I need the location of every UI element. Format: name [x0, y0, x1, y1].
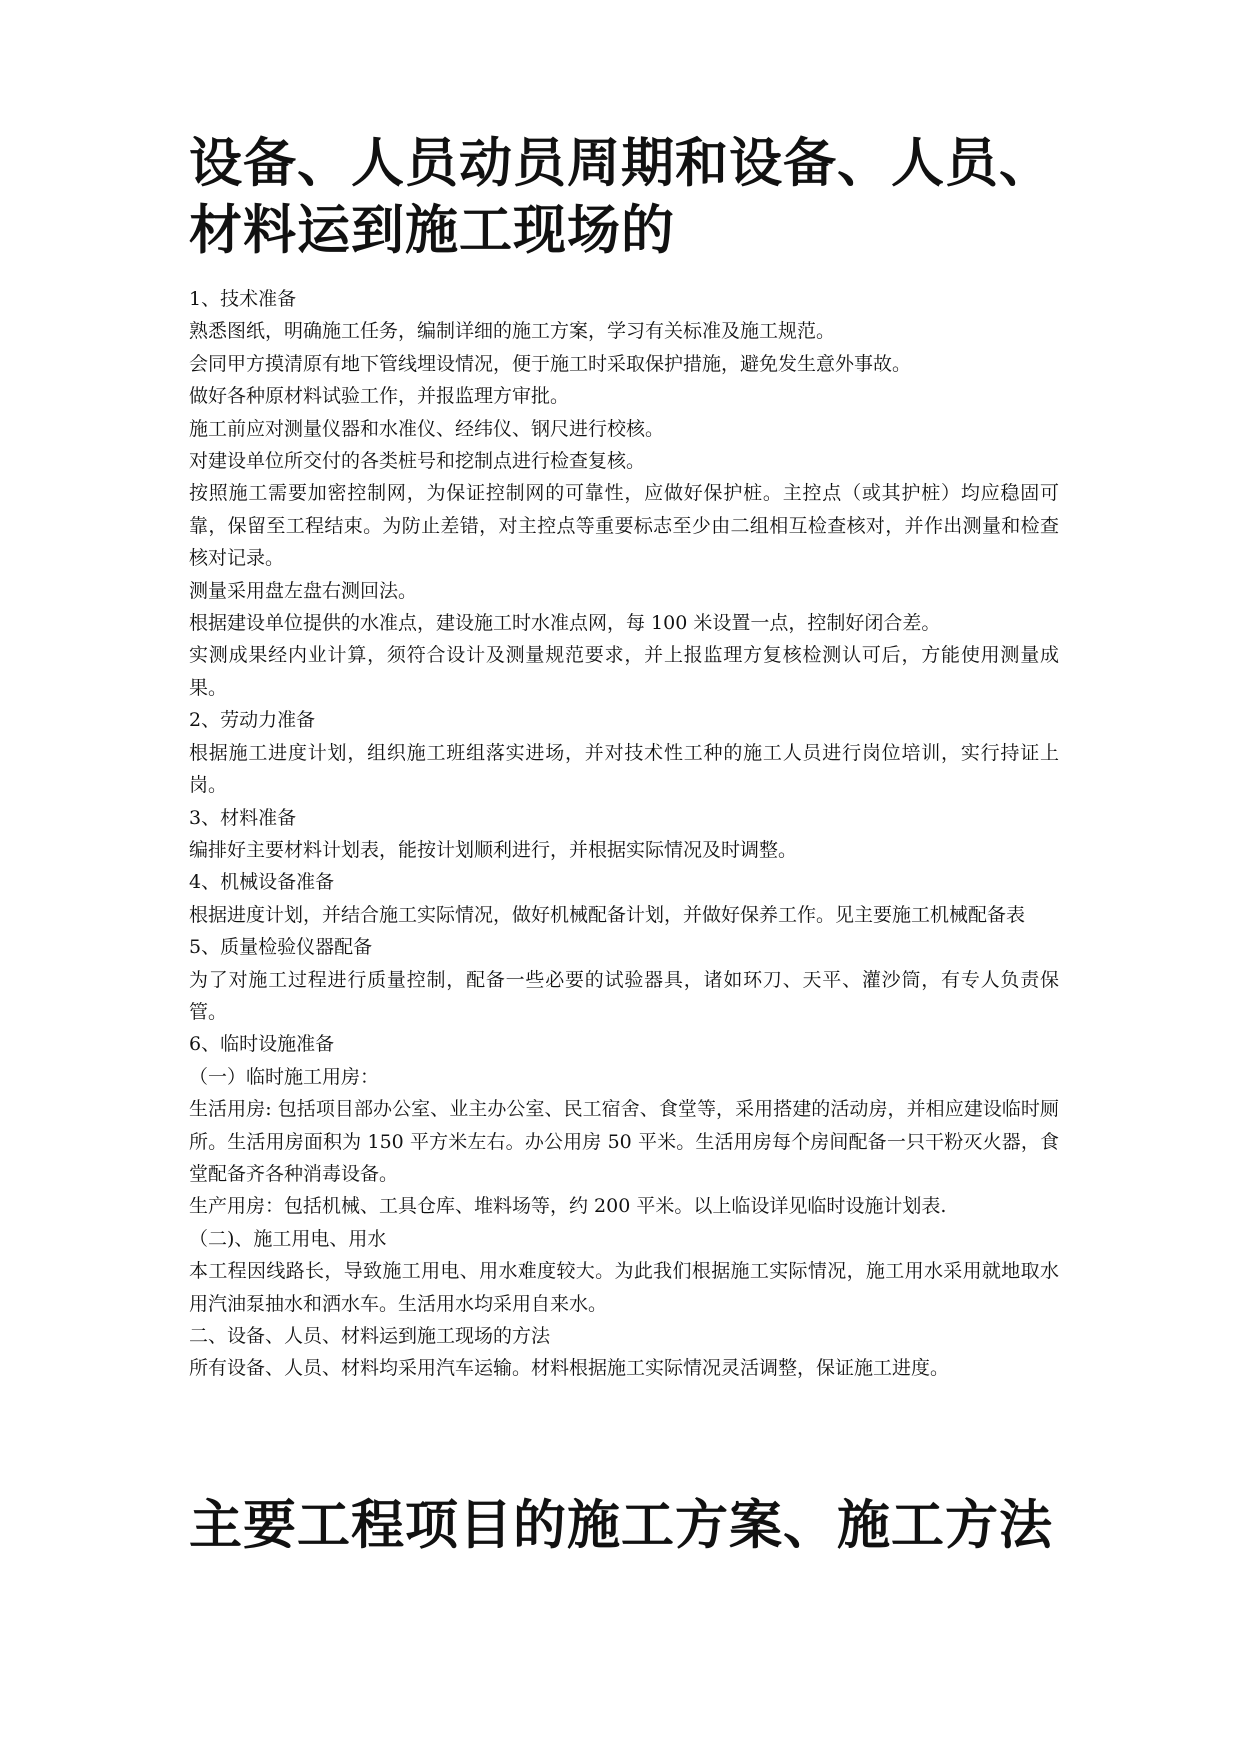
paragraph: 熟悉图纸，明确施工任务，编制详细的施工方案，学习有关标准及施工规范。 — [189, 320, 836, 343]
heading-technical-preparation: 1、技术准备 — [189, 288, 297, 310]
paragraph: 本工程因线路长，导致施工用电、用水难度较大。为此我们根据施工实际情况，施工用水采用就地取水用汽油泵抽水和洒水车。生活用水均采用自来水。 — [189, 1260, 1059, 1315]
paragraph: 根据进度计划，并结合施工实际情况，做好机械配备计划，并做好保养工作。见主要施工机械配备表 — [189, 903, 1026, 926]
paragraph: 编排好主要材料计划表，能按计划顺利进行，并根据实际情况及时调整。 — [189, 838, 798, 861]
paragraph: 测量采用盘左盘右测回法。 — [189, 579, 418, 602]
paragraph: 所有设备、人员、材料均采用汽车运输。材料根据施工实际情况灵活调整，保证施工进度。 — [189, 1357, 950, 1380]
paragraph: 施工前应对测量仪器和水准仪、经纬仪、钢尺进行校核。 — [189, 417, 665, 440]
document-body — [189, 283, 1059, 1385]
subheading-power-water: （二)、施工用电、用水 — [189, 1227, 387, 1250]
paragraph: 根据建设单位提供的水准点，建设施工时水准点网，每 100 米设置一点，控制好闭合差。 — [189, 612, 941, 635]
heading-quality-instruments: 5、质量检验仪器配备 — [189, 936, 373, 959]
paragraph: 实测成果经内业计算，须符合设计及测量规范要求，并上报监理方复核检测认可后，方能使用测量成果。 — [189, 644, 1059, 699]
paragraph: 根据施工进度计划，组织施工班组落实进场，并对技术性工种的施工人员进行岗位培训，实行持证上岗。 — [189, 741, 1059, 797]
heading-labor-preparation: 2、劳动力准备 — [189, 709, 316, 732]
paragraph: 按照施工需要加密控制网，为保证控制网的可靠性，应做好保护桩。主控点（或其护桩）均应稳固可靠，保留至工程结束。为防止差错，对主控点等重要标志至少由二组相互检查核对，并作出测量和检查核对记录。 — [189, 482, 1059, 570]
paragraph: 做好各种原材料试验工作，并报监理方审批。 — [189, 385, 570, 408]
heading-equipment-preparation: 4、机械设备准备 — [189, 871, 335, 894]
heading-transport-method: 二、设备、人员、材料运到施工现场的方法 — [189, 1325, 551, 1347]
section-title-mobilization: 设备、人员动员周期和设备、人员、材料运到施工现场的 — [189, 132, 1053, 261]
paragraph: 生活用房: 包括项目部办公室、业主办公室、民工宿舍、食堂等，采用搭建的活动房，并相应建设临时厕所。生活用房面积为 150 平方米左右。办公用房 50 平米。生活用房每个房间配备一只干粉灭火器，食堂配备齐各种消毒设备。 — [189, 1098, 1059, 1185]
paragraph: 生产用房：包括机械、工具仓库、堆料场等，约 200 平米。以上临设详见临时设施计划表. — [189, 1195, 947, 1218]
heading-material-preparation: 3、材料准备 — [189, 806, 297, 829]
subheading-temporary-housing: （一）临时施工用房： — [189, 1065, 380, 1088]
paragraph: 会同甲方摸清原有地下管线埋设情况，便于施工时采取保护措施，避免发生意外事故。 — [189, 352, 912, 375]
paragraph: 对建设单位所交付的各类桩号和挖制点进行检查复核。 — [189, 450, 646, 473]
section-title-construction-plan: 主要工程项目的施工方案、施工方法 — [189, 1494, 1053, 1556]
paragraph: 为了对施工过程进行质量控制，配备一些必要的试验器具，诸如环刀、天平、灌沙筒，有专人负责保管。 — [189, 968, 1059, 1023]
heading-temporary-facilities: 6、临时设施准备 — [189, 1033, 335, 1056]
